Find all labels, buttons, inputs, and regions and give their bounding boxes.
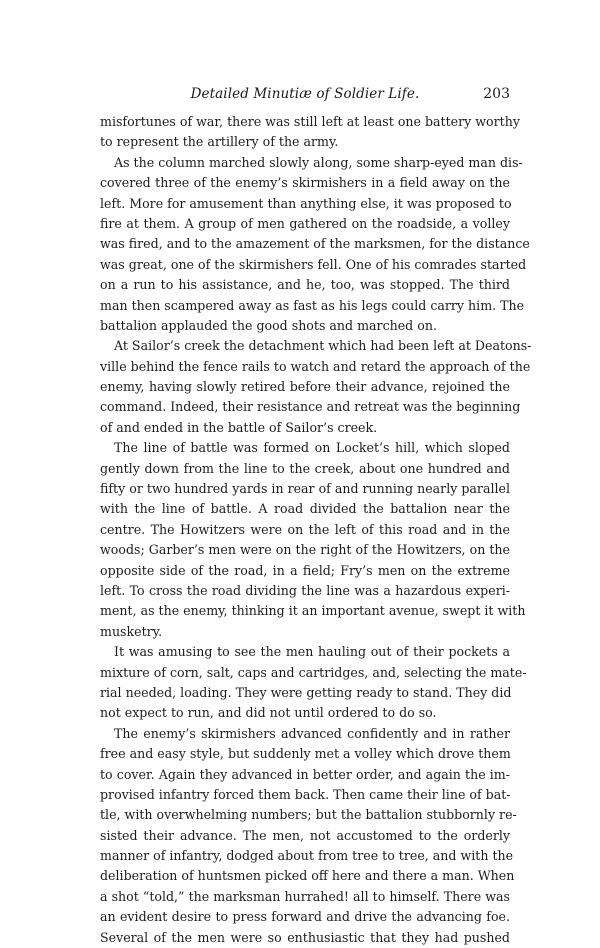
text-line: misfortunes of war, there was still left at least one battery worthy xyxy=(100,114,520,129)
text-line: At Sailor’s creek the detachment which had been left at Deatons- xyxy=(114,338,532,354)
text-line: woods; Garber’s men were on the right of the Howitzers, on the xyxy=(100,542,510,558)
text-line: musketry. xyxy=(100,623,163,639)
text-line: was fired, and to the amazement of the marksmen, for the distance xyxy=(100,236,530,252)
text-line: not expect to run, and did not until ordered to do so. xyxy=(100,705,437,721)
text-line: fire at them. A group of men gathered on the roadside, a volley xyxy=(100,215,510,231)
text-line: was great, one of the skirmishers fell. One of his comrades started xyxy=(100,256,527,272)
text-line: provised infantry forced them back. Then came their line of bat- xyxy=(100,786,511,802)
running-title: Detailed Minutiæ of Soldier Life. xyxy=(190,86,420,102)
text-line: enemy, having slowly retired before their advance, rejoined the xyxy=(100,379,510,395)
page-number: 203 xyxy=(483,86,510,102)
text-line: on a run to his assistance, and he, too, was stopped. The third xyxy=(100,277,510,293)
body-text xyxy=(100,112,532,948)
text-line: left. To cross the road dividing the line was a hazardous experi- xyxy=(100,582,510,598)
text-line: ville behind the fence rails to watch and retard the approach of the xyxy=(100,358,531,374)
text-line: battalion applauded the good shots and marched on. xyxy=(100,317,437,333)
text-line: sisted their advance. The men, not accustomed to the orderly xyxy=(100,827,510,843)
text-line: man then scampered away as fast as his legs could carry him. The xyxy=(100,297,525,313)
text-line: of and ended in the battle of Sailor’s creek. xyxy=(100,419,378,435)
text-line: command. Indeed, their resistance and retreat was the beginning xyxy=(100,399,521,415)
text-line: It was amusing to see the men hauling out of their pockets a xyxy=(114,644,510,660)
text-line: As the column marched slowly along, some sharp-eyed man dis- xyxy=(114,154,523,170)
text-line: fifty or two hundred yards in rear of and running nearly parallel xyxy=(100,481,510,497)
text-line: to cover. Again they advanced in better order, and again the im- xyxy=(100,766,510,782)
text-line: deliberation of huntsmen picked off here and there a man. When xyxy=(100,868,515,884)
text-line: with the line of battle. A road divided the battalion near the xyxy=(100,501,510,517)
text-line: to represent the artillery of the army. xyxy=(100,134,339,150)
text-line: left. More for amusement than anything else, it was proposed to xyxy=(100,195,512,211)
text-line: an evident desire to press forward and drive the advancing foe. xyxy=(100,909,510,925)
text-line: opposite side of the road, in a field; Fry’s men on the extreme xyxy=(100,562,510,578)
text-line: covered three of the enemy’s skirmishers in a field away on the xyxy=(100,175,510,191)
text-line: tle, with overwhelming numbers; but the battalion stubbornly re- xyxy=(100,807,517,823)
text-line: manner of infantry, dodged about from tree to tree, and with the xyxy=(100,848,514,864)
text-line: a shot “told,” the marksman hurrahed! all to himself. There was xyxy=(100,888,510,904)
text-line: Several of the men were so enthusiastic that they had pushed xyxy=(100,929,510,945)
text-line: ment, as the enemy, thinking it an important avenue, swept it with xyxy=(100,603,526,619)
text-line: gently down from the line to the creek, about one hundred and xyxy=(100,460,510,476)
text-line: The line of battle was formed on Locket’s hill, which sloped xyxy=(114,440,510,456)
text-line: rial needed, loading. They were getting ready to stand. They did xyxy=(100,684,512,700)
text-line: mixture of corn, salt, caps and cartridges, and, selecting the mate- xyxy=(100,664,527,680)
text-line: The enemy’s skirmishers advanced confidently and in rather xyxy=(114,725,510,741)
text-line: centre. The Howitzers were on the left of this road and in the xyxy=(100,521,510,537)
running-head xyxy=(100,86,510,106)
text-line: free and easy style, but suddenly met a volley which drove them xyxy=(100,746,511,762)
